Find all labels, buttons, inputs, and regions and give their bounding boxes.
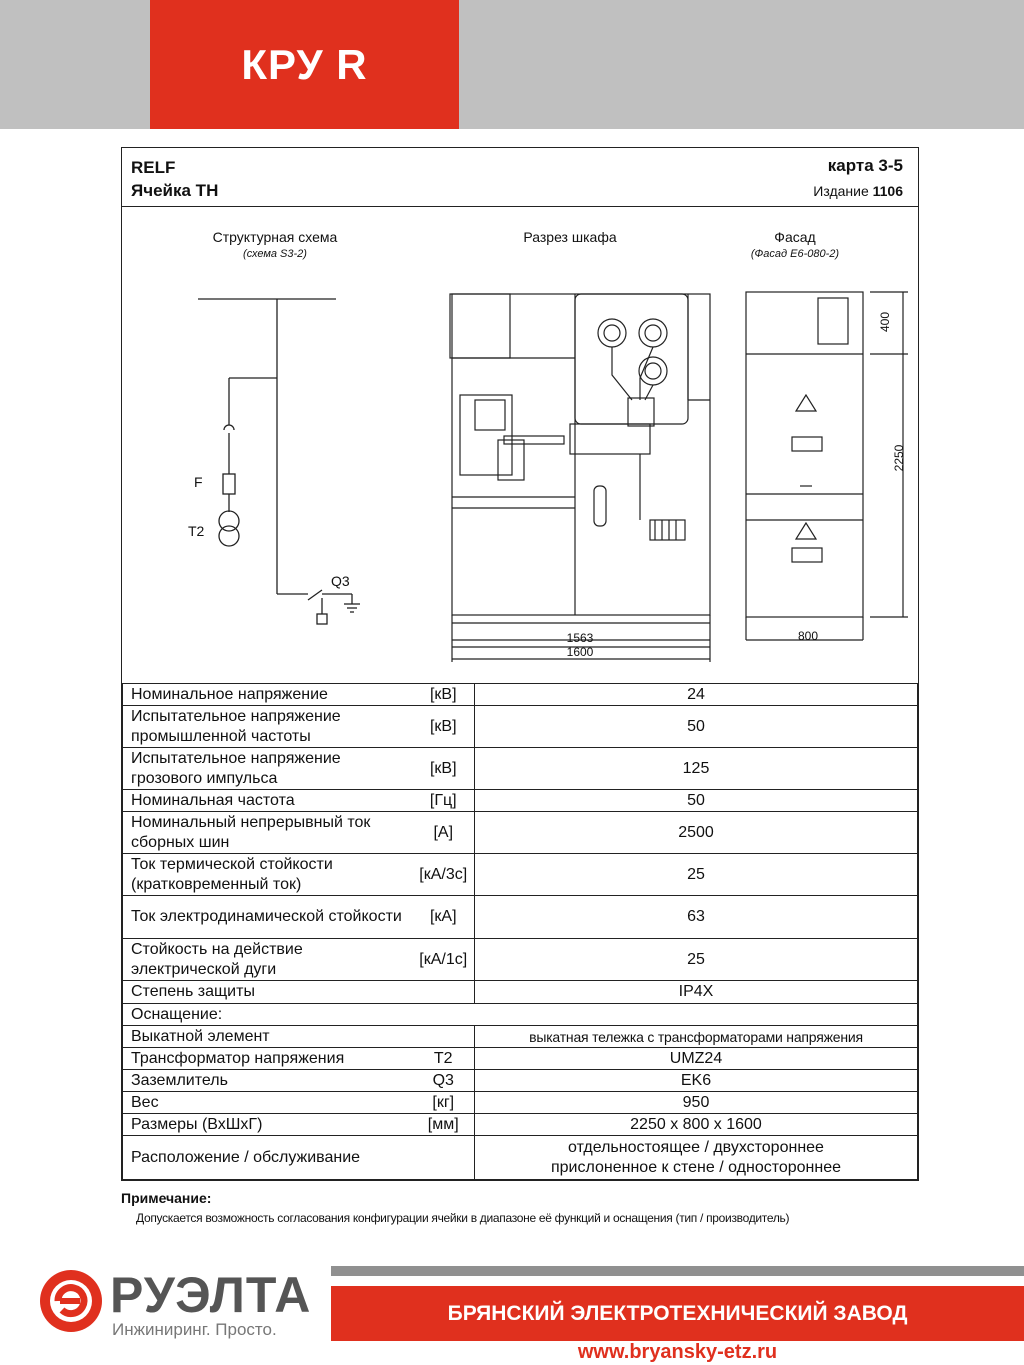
table-row: [123, 812, 918, 854]
footer-gray-bar: [331, 1266, 1024, 1276]
value-cell: 2500: [475, 812, 918, 854]
table-row: [123, 1114, 918, 1136]
value-cell: 63: [475, 896, 918, 939]
caption-facade: Фасад: [774, 229, 816, 245]
unit-cell: [413, 1026, 475, 1048]
unit-cell: Q3: [413, 1070, 475, 1092]
table-row: [123, 790, 918, 812]
value-cell: 25: [475, 854, 918, 896]
value-cell: выкатная тележка с трансформаторами напряжения: [475, 1026, 918, 1048]
label-q3: Q3: [331, 573, 350, 589]
value-cell: EK6: [475, 1070, 918, 1092]
caption-scheme-sub: (схема S3-2): [243, 248, 307, 260]
table-row: [123, 939, 918, 981]
cell-name: Ячейка ТН: [131, 181, 219, 200]
unit-cell: [кВ]: [413, 684, 475, 706]
table-row: [123, 1092, 918, 1114]
edition-label: Издание: [813, 183, 869, 199]
value-cell: 50: [475, 790, 918, 812]
table-row: [123, 1026, 918, 1048]
dim-1563: 1563: [566, 631, 594, 645]
section-cell: Оснащение:: [123, 1004, 918, 1026]
unit-cell: [кА/1с]: [413, 939, 475, 981]
dim-400: 400: [878, 311, 892, 333]
label-t2: T2: [188, 523, 205, 539]
param-cell: Трансформатор напряжения: [123, 1048, 413, 1070]
table-row: [123, 706, 918, 748]
dim-800: 800: [797, 629, 819, 643]
value-cell: [475, 1136, 918, 1180]
param-cell: Ток электродинамической стойкости: [123, 896, 413, 939]
series-name: RELF: [131, 158, 176, 177]
param-cell: Стойкость на действие электрической дуги: [123, 939, 413, 981]
unit-cell: [кВ]: [413, 706, 475, 748]
value-cell: 24: [475, 684, 918, 706]
unit-cell: [кА]: [413, 896, 475, 939]
table-row: [123, 1070, 918, 1092]
unit-cell: [413, 1136, 475, 1180]
company-name: БРЯНСКИЙ ЭЛЕКТРОТЕХНИЧЕСКИЙ ЗАВОД: [447, 1301, 908, 1325]
value-cell: 950: [475, 1092, 918, 1114]
dim-1600: 1600: [566, 645, 594, 659]
table-row: [123, 748, 918, 790]
value-cell: 125: [475, 748, 918, 790]
label-f: F: [194, 474, 203, 490]
unit-cell: [А]: [413, 812, 475, 854]
logo-name: РУЭЛТА: [110, 1267, 312, 1323]
footer-company-bar: [331, 1286, 1024, 1341]
logo-mark-icon: [38, 1268, 104, 1334]
unit-cell: [кг]: [413, 1092, 475, 1114]
unit-cell: [мм]: [413, 1114, 475, 1136]
value-cell: 25: [475, 939, 918, 981]
param-cell: Испытательное напряжение грозового импульса: [123, 748, 413, 790]
param-cell: Степень защиты: [123, 981, 413, 1004]
table-row: [123, 1136, 918, 1180]
param-cell: Ток термической стойкости (кратковременный ток): [123, 854, 413, 896]
param-cell: Выкатной элемент: [123, 1026, 413, 1048]
param-cell: Номинальное напряжение: [123, 684, 413, 706]
value-line-2: прислоненное к стене / одностороннее: [550, 1158, 842, 1176]
dim-2250: 2250: [892, 444, 906, 472]
note-text: Допускается возможность согласования конфигурации ячейки в диапазоне её функций и оснащения (тип / производитель): [136, 1211, 790, 1225]
page-title: КРУ R: [241, 40, 368, 88]
section-view: [450, 294, 710, 662]
param-cell: Расположение / обслуживание: [123, 1136, 413, 1180]
table-row: [123, 854, 918, 896]
unit-cell: T2: [413, 1048, 475, 1070]
param-cell: Номинальный непрерывный ток сборных шин: [123, 812, 413, 854]
unit-cell: [413, 981, 475, 1004]
table-row: [123, 896, 918, 939]
value-cell: UMZ24: [475, 1048, 918, 1070]
company-logo: [38, 1267, 312, 1348]
spec-table: [122, 683, 918, 1180]
facade-view: [746, 292, 908, 640]
caption-section: Разрез шкафа: [523, 229, 617, 245]
value-cell: 2250 х 800 х 1600: [475, 1114, 918, 1136]
table-row: [123, 684, 918, 706]
unit-cell: [Гц]: [413, 790, 475, 812]
logo-slogan: Инжиниринг. Просто.: [112, 1320, 277, 1339]
table-row: [123, 1048, 918, 1070]
caption-facade-sub: (Фасад E6-080-2): [750, 248, 840, 260]
unit-cell: [кВ]: [413, 748, 475, 790]
caption-scheme: Структурная схема: [212, 229, 338, 245]
value-cell: IP4X: [475, 981, 918, 1004]
table-section-row: [123, 1004, 918, 1026]
edition-number: 1106: [872, 183, 903, 199]
unit-cell: [кА/3с]: [413, 854, 475, 896]
value-cell: 50: [475, 706, 918, 748]
card-number: карта 3-5: [827, 156, 903, 175]
value-line-1: отдельностоящее / двухстороннее: [568, 1138, 824, 1156]
param-cell: Размеры (ВхШхГ): [123, 1114, 413, 1136]
param-cell: Номинальная частота: [123, 790, 413, 812]
param-cell: Заземлитель: [123, 1070, 413, 1092]
param-cell: Испытательное напряжение промышленной частоты: [123, 706, 413, 748]
param-cell: Вес: [123, 1092, 413, 1114]
note-title: Примечание:: [121, 1190, 212, 1206]
website-link[interactable]: www.bryansky-etz.ru: [577, 1341, 778, 1363]
table-row: [123, 981, 918, 1004]
